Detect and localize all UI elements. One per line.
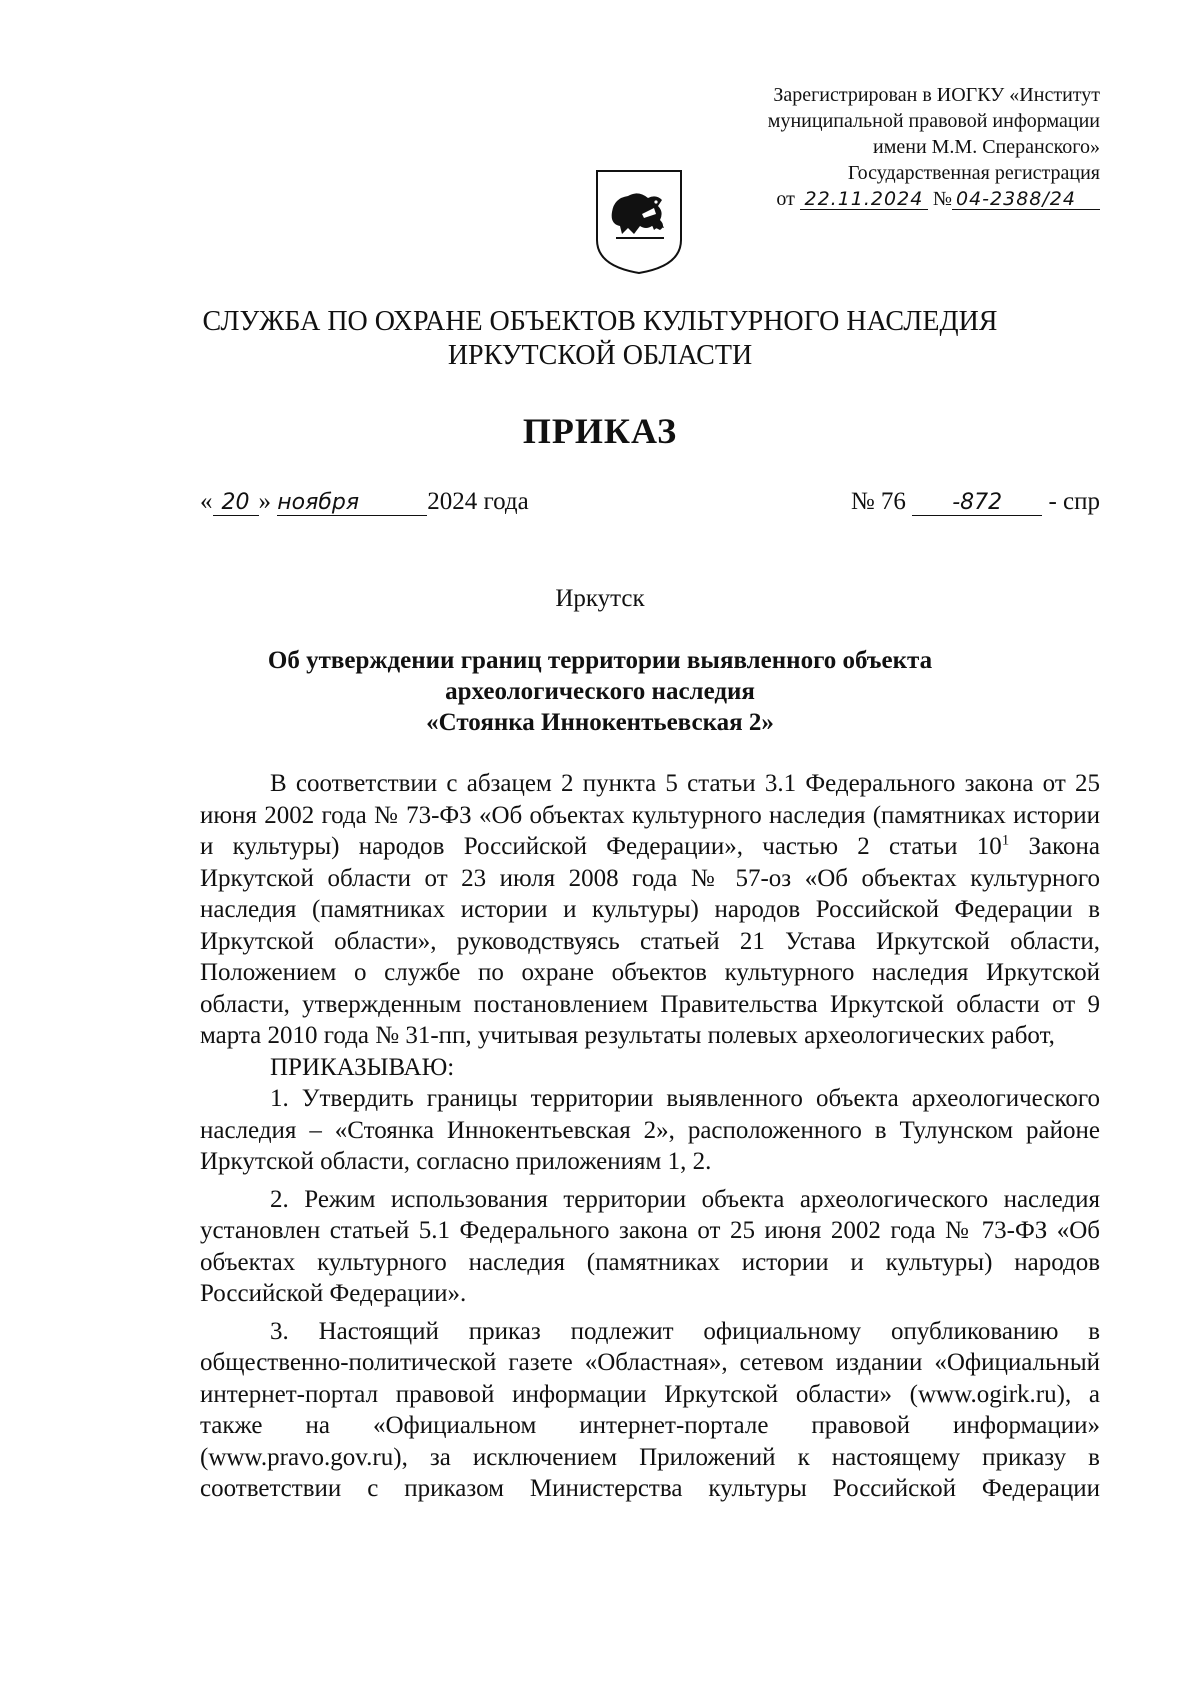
agency-name-line-2: ИРКУТСКОЙ ОБЛАСТИ [447, 340, 753, 371]
order-item-2: 2. Режим использования территории объекта археологического наследия установлен статьей 5.1 Федерального закона от 25 июня 2002 года № 73-ФЗ «Об объектах культурного наследия (памятниках истории и культуры) народов Российской Федерации». [200, 1185, 1100, 1307]
order-number-handwritten: -872 [912, 491, 1042, 516]
preamble-paragraph [200, 768, 1100, 1052]
order-item-3: 3. Настоящий приказ подлежит официальному опубликованию в общественно-политической газете «Областная», сетевом издании «Официальный интернет-портал правовой информации Иркутской области» (www.ogirk.ru), а также на «Официальном интернет-портале правовой информации» (www.pravo.gov.ru), за исключением Приложений к настоящему приказу в соответствии с приказом Министерства культуры Российской Федерации [200, 1317, 1100, 1502]
agency-name [0, 305, 1200, 373]
irkutsk-coat-of-arms-icon [594, 168, 684, 276]
order-day: 20 [213, 491, 259, 516]
order-date [200, 488, 529, 516]
date-open-quote: « [200, 488, 213, 515]
order-subject [0, 645, 1200, 738]
preamble-superscript: 1 [1001, 832, 1010, 849]
subject-line-1: Об утверждении границ территории выявленного объекта [267, 647, 933, 674]
order-body [200, 768, 1100, 1505]
subject-line-3: «Стоянка Иннокентьевская 2» [426, 709, 774, 736]
registration-date: 22.11.2024 [800, 189, 928, 210]
order-word: ПРИКАЗЫВАЮ: [270, 1053, 455, 1081]
registration-line-5 [768, 186, 1100, 212]
preamble-part-b: Закона Иркутской области от 23 июля 2008 года № 57-оз «Об объектах культурного наследия (памятниках истории и культуры) народов Российской Федерации в Иркутской области», руководствуясь статьей 21 Устава Иркутской области, Положением о службе по охране объектов культурного наследия Иркутской области, утвержденным постановлением Правительства Иркутской области от 9 марта 2010 года № 31-пп, учитывая результаты полевых археологических работ, [200, 833, 1100, 1049]
order-number-prefix: № 76 [850, 488, 906, 515]
registration-stamp [768, 82, 1100, 212]
registration-number: 04-2388/24 [952, 189, 1100, 210]
order-number-suffix: - спр [1048, 488, 1100, 515]
document-title: ПРИКАЗ [522, 411, 678, 451]
order-year: 2024 года [427, 488, 529, 515]
subject-line-2: археологического наследия [445, 678, 755, 705]
agency-name-line-1: СЛУЖБА ПО ОХРАНЕ ОБЪЕКТОВ КУЛЬТУРНОГО НАСЛЕДИЯ [202, 306, 998, 337]
registration-from-label: от [776, 188, 795, 210]
order-month: ноября [277, 491, 427, 516]
registration-line-1: Зарегистрирован в ИОГКУ «Институт [773, 84, 1100, 106]
registration-line-4: Государственная регистрация [847, 162, 1100, 184]
registration-number-label: № [932, 188, 952, 210]
registration-line-2: муниципальной правовой информации [767, 110, 1100, 132]
registration-line-3: имени М.М. Сперанского» [873, 136, 1100, 158]
date-close-quote: » [258, 488, 271, 515]
order-item-1: 1. Утвердить границы территории выявленного объекта археологического наследия – «Стоянка Иннокентьевская 2», расположенного в Тулунском районе Иркутской области, согласно приложениям 1, 2. [200, 1085, 1100, 1175]
city-name: Иркутск [555, 585, 645, 612]
order-number [851, 488, 1100, 516]
preamble-part-a: В соответствии с абзацем 2 пункта 5 статьи 3.1 Федерального закона от 25 июня 2002 года № 73-ФЗ «Об объектах культурного наследия (памятниках истории и культуры) народов Российской Федерации», частью 2 статьи 10 [200, 770, 1100, 860]
